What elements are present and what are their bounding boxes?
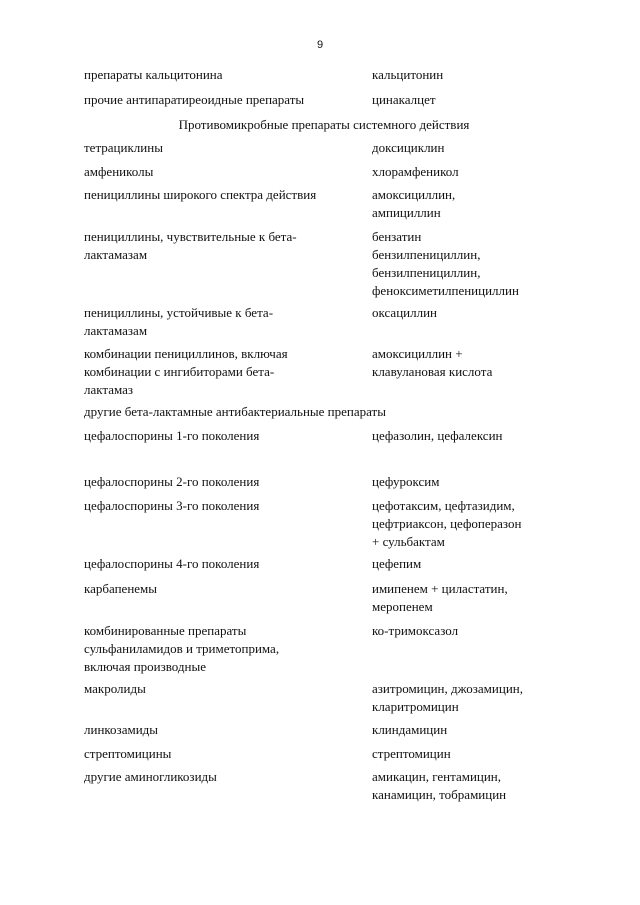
drug-name-text: кальцитонин [372,67,444,82]
drug-name-cell [372,768,572,804]
drug-class-text: комбинированные препараты [84,623,247,638]
drug-class-text: цефалоспорины 1-го поколения [84,428,260,443]
drug-name-text: цефепим [372,556,422,571]
drug-class-text: макролиды [84,681,146,696]
drug-class-text: пенициллины, устойчивые к бета- [84,305,274,320]
drug-class-cell [84,622,359,676]
drug-class-text: прочие антипаратиреоидные препараты [84,92,305,107]
drug-name-text: бензилпенициллин, [372,247,481,262]
drug-name-cell [372,721,572,739]
drug-name-cell [372,91,572,109]
drug-class-text: комбинации с ингибиторами бета- [84,364,275,379]
drug-name-text: бензилпенициллин, [372,265,481,280]
drug-name-cell [372,427,572,445]
drug-class-cell [84,163,359,181]
drug-name-cell [372,186,572,222]
drug-class-cell [84,580,359,598]
drug-class-cell [84,745,359,763]
drug-name-cell [372,163,572,181]
drug-class-text: тетрациклины [84,140,163,155]
drug-name-text: оксациллин [372,305,437,320]
drug-name-cell [372,680,572,716]
drug-name-text: азитромицин, джозамицин, [372,681,523,696]
drug-class-text: лактамаз [84,382,134,397]
drug-class-cell [84,497,359,515]
drug-name-cell [372,745,572,763]
drug-name-text: доксициклин [372,140,445,155]
drug-name-cell [372,304,572,322]
section-heading: другие бета-лактамные антибактериальные препараты [84,404,386,419]
page-number: 9 [316,39,324,51]
drug-class-text: лактамазам [84,323,148,338]
drug-class-cell [84,768,359,786]
drug-name-cell [372,555,572,573]
drug-class-text: пенициллины, чувствительные к бета- [84,229,297,244]
drug-class-text: линкозамиды [84,722,158,737]
drug-class-cell [84,186,359,204]
drug-class-cell [84,721,359,739]
drug-class-text: цефалоспорины 2-го поколения [84,474,260,489]
drug-name-text: кларитромицин [372,699,459,714]
drug-class-cell [84,345,359,399]
drug-name-text: цефазолин, цефалексин [372,428,503,443]
drug-name-cell [372,473,572,491]
drug-name-cell [372,622,572,640]
drug-name-text: феноксиметилпенициллин [372,283,519,298]
drug-name-text: цефуроксим [372,474,440,489]
drug-name-text: амоксициллин + [372,346,463,361]
drug-class-text: амфениколы [84,164,154,179]
drug-class-text: препараты кальцитонина [84,67,223,82]
drug-class-text: цефалоспорины 3-го поколения [84,498,260,513]
drug-name-cell [372,345,572,381]
drug-name-cell [372,497,572,551]
drug-name-text: ампициллин [372,205,441,220]
drug-name-text: ко-тримоксазол [372,623,459,638]
drug-class-text: лактамазам [84,247,148,262]
section-heading: Противомикробные препараты системного действия [178,117,470,132]
drug-class-cell [84,680,359,698]
drug-name-text: клавулановая кислота [372,364,493,379]
drug-name-text: имипенем + циластатин, [372,581,508,596]
drug-class-cell [84,91,359,109]
drug-name-text: амикацин, гентамицин, [372,769,502,784]
drug-class-text: другие аминогликозиды [84,769,217,784]
drug-name-text: хлорамфеникол [372,164,459,179]
drug-name-cell [372,66,572,84]
drug-class-text: комбинации пенициллинов, включая [84,346,288,361]
drug-class-cell [84,139,359,157]
drug-name-text: амоксициллин, [372,187,456,202]
drug-name-text: цинакалцет [372,92,436,107]
drug-name-text: меропенем [372,599,433,614]
drug-name-text: цефотаксим, цефтазидим, [372,498,515,513]
drug-class-text: карбапенемы [84,581,158,596]
drug-name-text: канамицин, тобрамицин [372,787,507,802]
drug-class-cell [84,228,359,264]
drug-class-cell [84,473,359,491]
drug-class-text: включая производные [84,659,206,674]
drug-name-text: стрептомицин [372,746,451,761]
drug-class-text: стрептомицины [84,746,172,761]
drug-name-text: бензатин [372,229,422,244]
drug-name-text: цефтриаксон, цефоперазон [372,516,522,531]
drug-class-text: цефалоспорины 4-го поколения [84,556,260,571]
drug-name-text: клиндамицин [372,722,448,737]
drug-class-cell [84,304,359,340]
drug-class-cell [84,427,359,445]
drug-class-cell [84,66,359,84]
drug-class-text: пенициллины широкого спектра действия [84,187,317,202]
drug-name-text: + сульбактам [372,534,445,549]
drug-class-text: сульфаниламидов и триметоприма, [84,641,280,656]
drug-class-cell [84,555,359,573]
drug-name-cell [372,139,572,157]
drug-name-cell [372,228,572,300]
drug-name-cell [372,580,572,616]
